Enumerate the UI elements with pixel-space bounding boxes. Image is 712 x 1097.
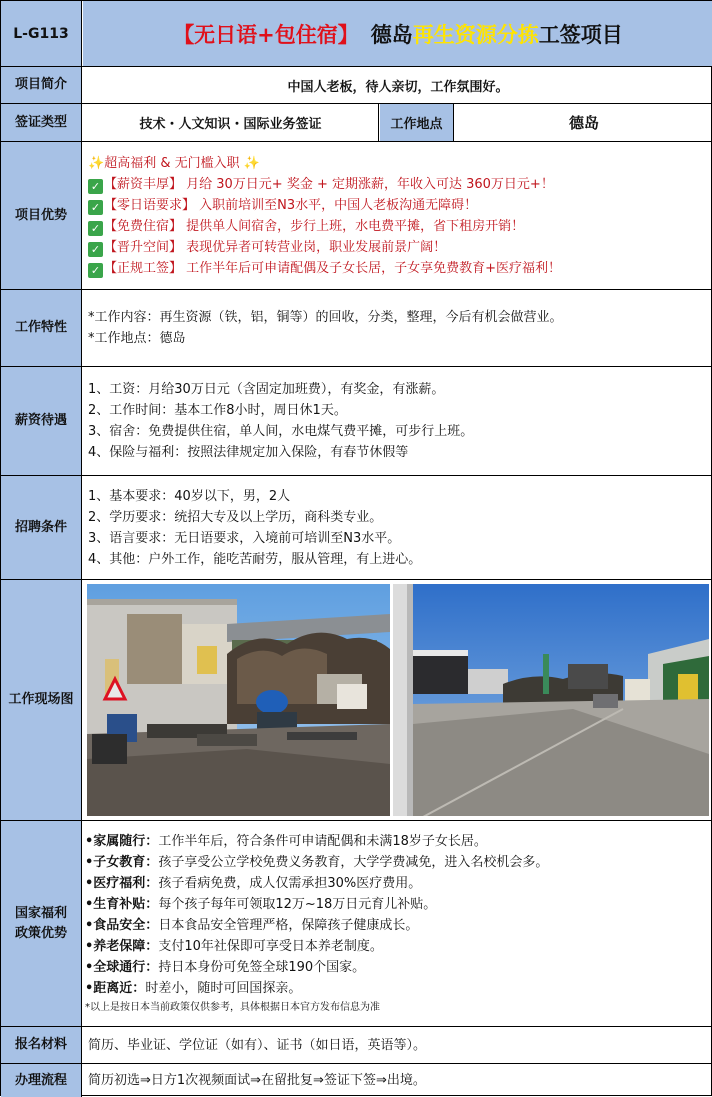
welfare-item: •家属随行：工作半年后，符合条件可申请配偶和未满18岁子女长居。 — [85, 833, 487, 849]
features-row — [1, 290, 712, 367]
intro-row — [1, 67, 712, 104]
location-label: 工作地点 — [380, 104, 454, 141]
sparkle-icon: ✨ — [88, 155, 105, 171]
materials-text: 简历、毕业证、学位证（如有）、证书（如日语，英语等）。 — [88, 1037, 427, 1053]
site-photo-scrapyard — [87, 584, 390, 816]
salary-line: 3、宿舍：免费提供住宿，单人间，水电煤气费平摊，可步行上班。 — [88, 424, 474, 439]
requirement-line: 4、其他：户外工作，能吃苦耐劳，服从管理，有上进心。 — [88, 551, 422, 567]
checkmark-box-icon: ✓ — [88, 242, 103, 257]
welfare-item: •距离近：时差小，随时可回国探亲。 — [85, 980, 302, 996]
visa-label: 签证类型 — [1, 104, 82, 141]
process-row — [1, 1064, 712, 1097]
advantages-label: 项目优势 — [1, 142, 82, 289]
features-label: 工作特性 — [1, 290, 82, 366]
requirements-list — [83, 476, 712, 579]
feature-line: *工作地点：德岛 — [88, 331, 186, 346]
salary-list — [83, 367, 712, 475]
advantages-list — [83, 142, 712, 289]
advantages-headline: ✨超高福利 & 无门槛入职 ✨ — [88, 155, 260, 171]
site-photo-yard — [393, 584, 709, 816]
welfare-item: •养老保障：支付10年社保即可享受日本养老制度。 — [85, 938, 383, 954]
advantage-item: ✓ 【晋升空间】 表现优异者可转营业岗，职业发展前景广阔！ — [88, 237, 708, 258]
advantage-item: ✓ 【正规工签】 工作半年后可申请配偶及子女长居，子女享免费教育+医疗福利！ — [88, 258, 708, 279]
welfare-label: 国家福利 政策优势 — [1, 821, 82, 1026]
project-code: L-G113 — [1, 1, 82, 66]
requirement-line: 2、学历要求：统招大专及以上学历，商科类专业。 — [88, 509, 383, 525]
title-tail: 工签项目 — [538, 22, 623, 47]
welfare-note: *以上是按日本当前政策仅供参考，具体根据日本官方发布信息为准 — [85, 1001, 380, 1013]
checkmark-box-icon: ✓ — [88, 221, 103, 236]
advantage-item: ✓ 【零日语要求】 入职前培训至N3水平，中国人老板沟通无障碍！ — [88, 195, 708, 216]
salary-line: 2、工作时间：基本工作8小时，周日休1天。 — [88, 403, 347, 418]
checkmark-box-icon: ✓ — [88, 200, 103, 215]
checkmark-box-icon: ✓ — [88, 263, 103, 278]
salary-line: 1、工资：月给30万日元（含固定加班费），有奖金，有涨薪。 — [88, 382, 445, 397]
welfare-item: •子女教育：孩子享受公立学校免费义务教育，大学学费减免，进入名校机会多。 — [85, 854, 549, 870]
requirements-row — [1, 476, 712, 580]
site-label: 工作现场图 — [1, 580, 82, 820]
requirements-label: 招聘条件 — [1, 476, 82, 579]
salary-row — [1, 367, 712, 476]
title-highlight: 再生资源分拣 — [412, 22, 539, 47]
location-value: 德岛 — [568, 114, 599, 132]
advantage-item: ✓ 【薪资丰厚】 月给 30万日元+ 奖金 + 定期涨薪，年收入可达 360万日元+！ — [88, 174, 708, 195]
features-list — [83, 290, 712, 366]
welfare-item: •全球通行：持日本身份可免签全球190个国家。 — [85, 959, 366, 975]
feature-line: *工作内容：再生资源（铁，铝，铜等）的回收，分类，整理，今后有机会做营业。 — [88, 310, 563, 325]
visa-type: 技术・人文知识・国际业务签证 — [83, 104, 379, 141]
welfare-item: •食品安全：日本食品安全管理严格，保障孩子健康成长。 — [85, 917, 419, 933]
visa-row — [1, 104, 712, 142]
process-text: 简历初选⇒日方1次视频面试⇒在留批复⇒签证下签⇒出境。 — [88, 1073, 426, 1088]
salary-label: 薪资待遇 — [1, 367, 82, 475]
advantage-item: ✓ 【免费住宿】 提供单人间宿舍，步行上班，水电费平摊，省下租房开销！ — [88, 216, 708, 237]
page-title — [83, 1, 712, 66]
advantages-row — [1, 142, 712, 290]
materials-row — [1, 1027, 712, 1064]
welfare-row — [1, 821, 712, 1027]
process-label: 办理流程 — [1, 1064, 82, 1097]
intro-text: 中国人老板，待人亲切，工作氛围好。 — [287, 79, 509, 95]
intro-label: 项目简介 — [1, 67, 82, 103]
title-bracket: 【无日语+包住宿】 — [173, 22, 359, 47]
site-photos-row — [1, 580, 712, 821]
sparkle-icon: ✨ — [243, 155, 260, 171]
checkmark-box-icon: ✓ — [88, 179, 103, 194]
welfare-list — [83, 821, 712, 1026]
materials-label: 报名材料 — [1, 1027, 82, 1063]
requirement-line: 1、基本要求：40岁以下，男，2人 — [88, 488, 291, 504]
welfare-item: •生育补贴：每个孩子每年可领取12万~18万日元育儿补贴。 — [85, 896, 437, 912]
welfare-item: •医疗福利：孩子看病免费，成人仅需承担30%医疗费用。 — [85, 875, 422, 891]
requirement-line: 3、语言要求：无日语要求，入境前可培训至N3水平。 — [88, 530, 401, 546]
title-place: 德岛 — [370, 22, 413, 47]
header-row — [1, 1, 712, 67]
salary-line: 4、保险与福利：按照法律规定加入保险，有春节休假等 — [88, 445, 409, 460]
